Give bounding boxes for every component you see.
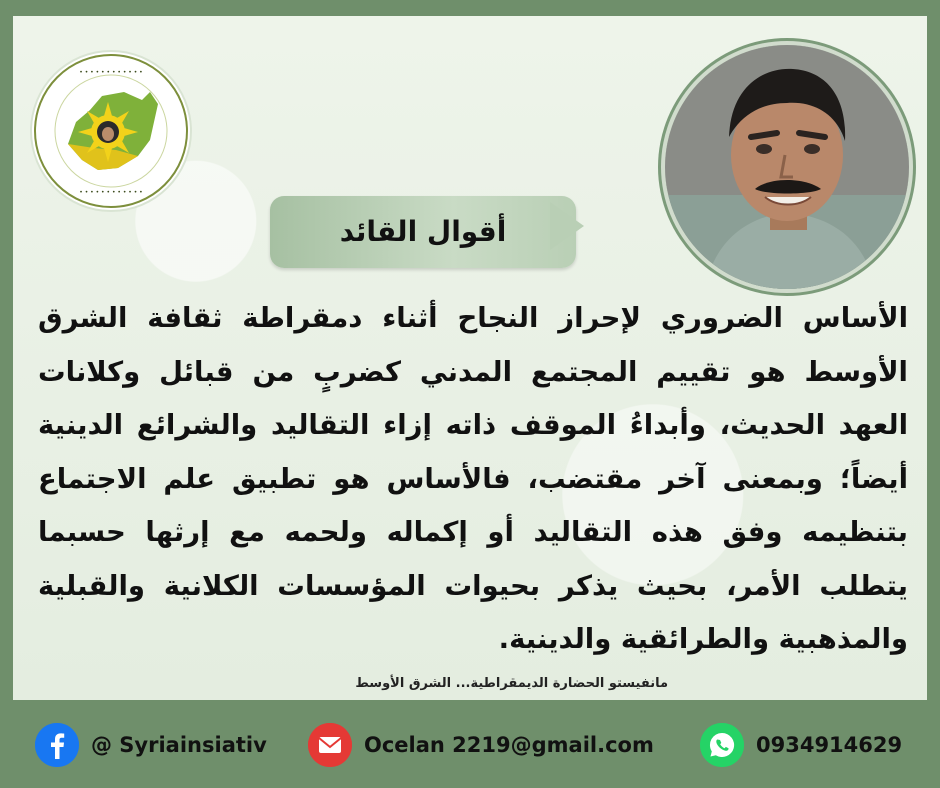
leader-portrait <box>665 45 909 289</box>
email-address[interactable]: Ocelan 2219@gmail.com <box>364 733 654 757</box>
whatsapp-contact[interactable] <box>700 722 902 768</box>
svg-text:• • • • • • • • • • • •: • • • • • • • • • • • • <box>79 189 143 196</box>
svg-text:• • • • • • • • • • • •: • • • • • • • • • • • • <box>79 69 143 76</box>
portrait-photo-icon <box>665 45 909 289</box>
email-contact[interactable] <box>308 722 654 768</box>
logo-emblem-icon <box>32 52 190 210</box>
page-title: أقوال القائد <box>339 215 507 248</box>
facebook-contact[interactable] <box>35 722 267 768</box>
whatsapp-icon[interactable] <box>700 723 744 767</box>
phone-number[interactable]: 0934914629 <box>756 733 903 757</box>
facebook-icon[interactable] <box>35 723 79 767</box>
quote-source: مانفيستو الحضارة الديمقراطية... الشرق الأوسط <box>355 676 668 691</box>
facebook-handle[interactable]: @ Syriainsiativ <box>91 733 267 757</box>
organization-logo <box>32 52 190 210</box>
mail-icon[interactable] <box>308 723 352 767</box>
quote-text: الأساس الضروري لإحراز النجاح أثناء دمقراطة ثقافة الشرق الأوسط هو تقييم المجتمع المدني كضربٍ من قبائل وكلانات العهد الحديث، وأبداءُ الموقف ذاته إزاء التقاليد والشرائع الدينية أيضاً؛ وبمعنى آخر مقتضب، فالأساس هو تطبيق علم الاجتماع بتنظيمه وفق هذه التقاليد أو إكماله ولحمه مع إرثها حسبما يتطلب الأمر، بحيث يذكر بحيوات المؤسسات الكلانية والقبلية والمذهبية والطرائقية والدينية. <box>38 302 908 655</box>
